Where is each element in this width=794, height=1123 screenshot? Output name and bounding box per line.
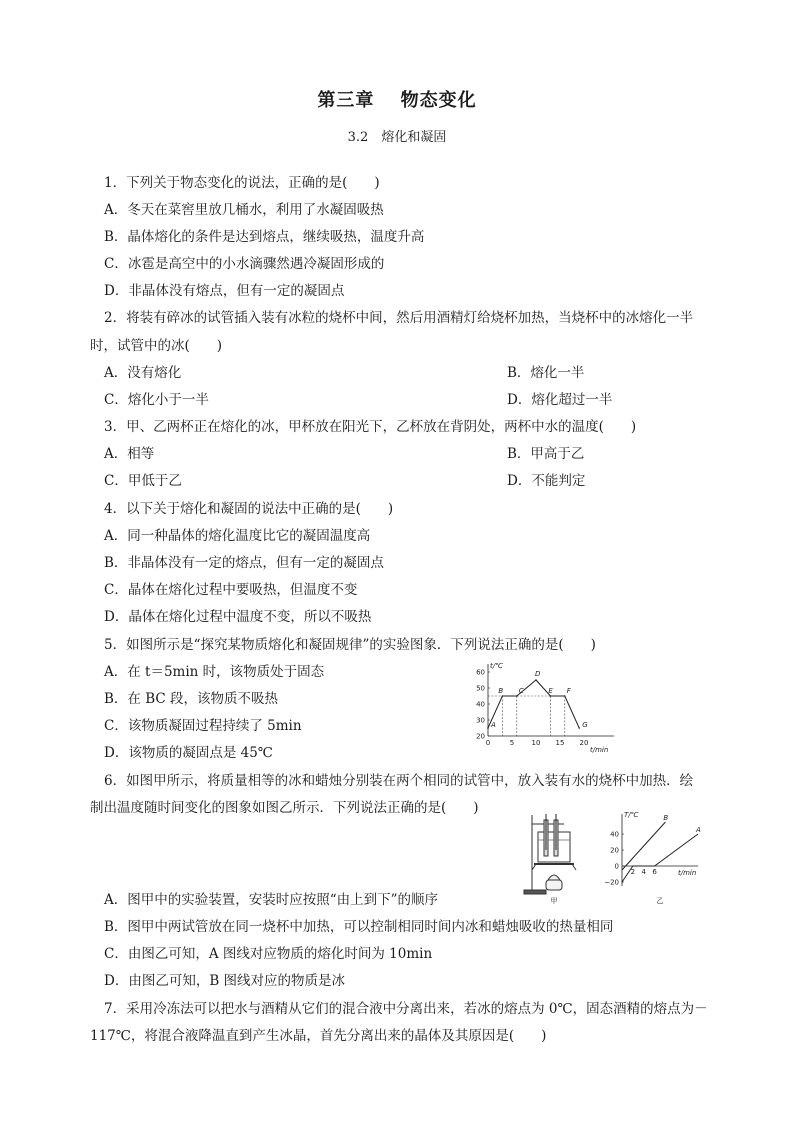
chapter-title: 第三章 物态变化 [317, 90, 477, 111]
y-tick-label: 30 [476, 716, 485, 725]
x-tick-label: 15 [555, 739, 565, 747]
q6-stem-line1: 6．如图甲所示，将质量相等的冰和蜡烛分别装在两个相同的试管中，放入装有水的烧杯中加热．绘 [104, 773, 694, 789]
x-tick-label: 20 [579, 739, 589, 747]
data-point [502, 695, 504, 697]
data-point [578, 727, 580, 729]
q2-option-d: D．熔化超过一半 [507, 392, 613, 408]
q5-option-d: D．该物质的凝固点是 45℃ [104, 745, 273, 761]
x-tick-label: 6 [652, 868, 657, 876]
y-tick-label: 40 [476, 700, 485, 709]
q1-option-d: D．非晶体没有熔点，但有一定的凝固点 [104, 283, 345, 299]
alcohol-lamp-flame [548, 875, 560, 880]
q1-option-a: A．冬天在菜窖里放几桶水，利用了水凝固吸热 [104, 202, 384, 218]
x-axis-label: t/min [678, 869, 697, 877]
point-label-g: G [582, 721, 588, 729]
q1-stem: 1．下列关于物态变化的说法，正确的是( ) [104, 175, 380, 191]
y-axis-label: t/℃ [490, 662, 503, 670]
q7-stem-line2: 117℃，将混合液降温直到产生冰晶，首先分离出来的晶体及其原因是( ) [90, 1028, 547, 1044]
y-axis-label: T/℃ [624, 811, 639, 819]
q6-option-b: B．图甲中两试管放在同一烧杯中加热，可以控制相同时间内冰和蜡烛吸收的热量相同 [104, 919, 614, 935]
q2-stem-line1: 2．将装有碎冰的试管插入装有冰粒的烧杯中间，然后用酒精灯给烧杯加热，当烧杯中的冰熔化一半 [104, 310, 694, 326]
q2-option-a: A．没有熔化 [104, 365, 182, 381]
q4-option-d: D．晶体在熔化过程中温度不变，所以不吸热 [104, 609, 372, 625]
q4-option-a: A．同一种晶体的熔化温度比它的凝固温度高 [104, 528, 371, 544]
stand-base [524, 890, 546, 894]
fig-label-jia: 甲 [550, 897, 558, 905]
q5-option-c: C．该物质凝固过程持续了 5min [104, 718, 302, 734]
y-tick-label: 50 [476, 684, 485, 693]
q4-option-b: B．非晶体没有一定的熔点，但有一定的凝固点 [104, 555, 384, 571]
series-label-a: A [696, 826, 701, 834]
q6-option-d: D．由图乙可知，B 图线对应的物质是冰 [104, 973, 346, 989]
q6-temperature-chart [598, 810, 708, 905]
q3-option-c: C．甲低于乙 [104, 473, 182, 489]
fig-label-yi: 乙 [656, 897, 664, 905]
q5-melting-chart [470, 658, 620, 754]
q6-option-c: C．由图乙可知，A 图线对应物质的熔化时间为 10min [104, 946, 433, 962]
x-tick-label: 2 [630, 868, 636, 876]
q5-option-b: B．在 BC 段，该物质不吸热 [104, 691, 279, 707]
q3-stem: 3．甲、乙两杯正在熔化的冰，甲杯放在阳光下，乙杯放在背阴处，两杯中水的温度( ) [104, 419, 637, 435]
q6-stem-line2: 制出温度随时间变化的图象如图乙所示．下列说法正确的是( ) [90, 800, 479, 816]
q1-option-c: C．冰雹是高空中的小水滴骤然遇冷凝固形成的 [104, 256, 385, 272]
y-tick-label: 40 [610, 830, 619, 839]
x-tick-label: 0 [485, 739, 491, 747]
y-tick-label: 20 [476, 732, 485, 741]
q1-option-b: B．晶体熔化的条件是达到熔点，继续吸热，温度升高 [104, 229, 425, 245]
q5-option-a: A．在 t＝5min 时，该物质处于固态 [104, 664, 325, 680]
y-tick-label: 20 [610, 846, 619, 855]
section-subtitle: 3.2 熔化和凝固 [347, 130, 447, 145]
q2-stem-line2: 时，试管中的冰( ) [90, 338, 223, 354]
x-tick-label: 4 [641, 868, 646, 876]
y-tick-label: 0 [614, 862, 619, 871]
q5-stem: 5．如图所示是“探究某物质熔化和凝固规律”的实验图象．下列说法正确的是( ) [104, 637, 596, 653]
data-point [535, 679, 537, 681]
alcohol-lamp [546, 880, 562, 890]
series-label-b: B [663, 814, 669, 822]
q7-stem-line1: 7．采用冷冻法可以把水与酒精从它们的混合液中分离出来，若冰的熔点为 0℃，固态酒精的熔点为－ [104, 1001, 708, 1017]
data-point [564, 695, 566, 697]
point-label-b: B [498, 687, 504, 695]
q2-option-b: B．熔化一半 [507, 365, 585, 381]
x-tick-label: 10 [531, 739, 541, 747]
y-tick-label: 60 [476, 668, 485, 677]
point-label-c: C [518, 687, 524, 695]
q6-option-a: A．图甲中的实验装置，安装时应按照“由上到下”的顺序 [104, 892, 439, 908]
q3-option-d: D．不能判定 [507, 473, 586, 489]
point-label-d: D [535, 670, 541, 678]
q3-option-a: A．相等 [104, 446, 155, 462]
q6-apparatus-figure [520, 810, 590, 905]
data-point [516, 695, 518, 697]
q4-option-c: C．晶体在熔化过程中要吸热，但温度不变 [104, 582, 358, 598]
point-label-e: E [548, 687, 553, 695]
x-axis-label: t/min [590, 746, 609, 754]
q2-option-c: C．熔化小于一半 [104, 392, 209, 408]
y-tick-label: −20 [604, 878, 619, 887]
point-label-a: A [491, 721, 496, 729]
data-point [550, 695, 552, 697]
q3-option-b: B．甲高于乙 [507, 446, 585, 462]
q4-stem: 4．以下关于熔化和凝固的说法中正确的是( ) [104, 501, 394, 517]
x-tick-label: 5 [509, 739, 515, 747]
point-label-f: F [566, 687, 571, 695]
data-point [487, 727, 489, 729]
